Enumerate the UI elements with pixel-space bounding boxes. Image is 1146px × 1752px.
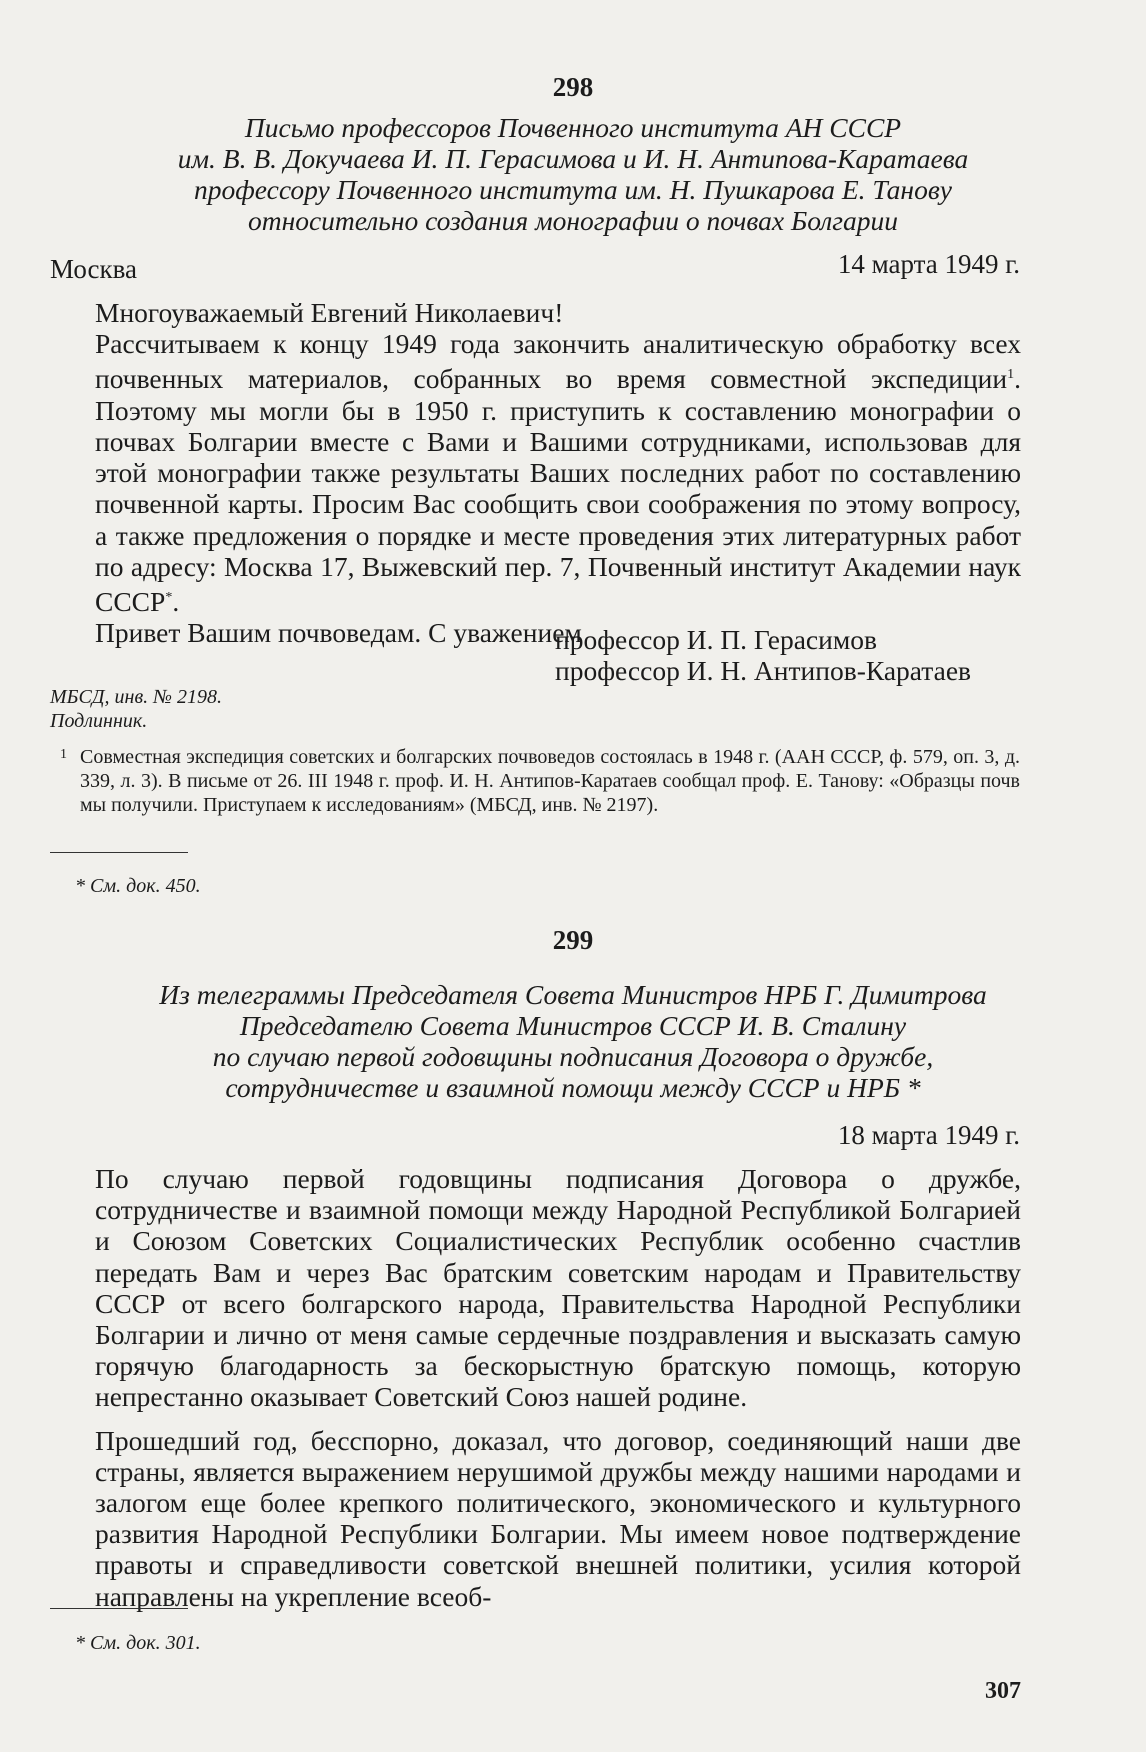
telegram-paragraph: Прошедший год, бесспорно, доказал, что договор, соединяющий наши две страны, является выражением нерушимой дружбы между нашими народами и залогом еще более крепкого политического, экономического и культурного развития Народной Республики Болгарии. Мы имеем новое подтверждение правоты и справедливости советской внешней политики, усилия которой направлены на укрепление всеоб- [95,1424,1021,1612]
signature-antipov: профессор И. Н. Антипов-Каратаев [555,655,972,686]
document-heading-299 [0,979,1146,1103]
heading-line: профессору Почвенного института им. Н. Пушкарова Е. Танову [194,174,952,205]
page-number: 307 [985,1678,1021,1704]
heading-line: по случаю первой годовщины подписания Договора о дружбе, [212,1041,934,1072]
salutation: Многоуважаемый Евгений Николаевич! [95,297,564,328]
heading-line: Председателю Совета Министров СССР И. В. Сталину [239,1010,907,1041]
footnote-rule [50,852,188,853]
original-note: Подлинник. [50,710,148,732]
star-note-299: * См. док. 301. [75,1632,201,1654]
telegram-paragraph: По случаю первой годовщины подписания Договора о дружбе, сотрудничестве и взаимной помощи между Народной Республикой Болгарией и Союзом Советских Социалистических Республик особенно счастлив передать Вам и через Вас братским советским народам и Правительству СССР от всего болгарского народа, Правительства Народной Республики Болгарии и лично от меня самые сердечные поздравления и высказать самую горячую благодарность за бескорыстную братскую помощь, которую непрестанно оказывает Советский Союз нашей родине. [95,1163,1021,1413]
footnote-rule [50,1608,188,1609]
document-number-298: 298 [552,72,594,102]
archive-reference: МБСД, инв. № 2198. [50,686,222,708]
letter-paragraph: Рассчитываем к концу 1949 года закончить аналитическую обработку всех почвенных материалов, собранных во время совместной экспедиции$^1$. Поэтому мы могли бы в 1950 г. приступить к составлению монографии о почвах Болгарии вместе с Вами и Вашими сотрудниками, использовав для этой монографии также результаты Ваших последних работ по составлению почвенной карты. Просим Вас сообщить свои соображения по этому вопросу, а также предложения о порядке и месте проведения этих литературных работ по адресу: Москва 17, Выжевский пер. 7, Почвенный институт Академии наук СССР*. [95,328,1021,618]
signature-block [555,624,971,686]
letter-place: Москва [50,254,137,284]
telegram-body [95,1163,1021,1612]
signature-gerasimov: профессор И. П. Герасимов [555,624,877,655]
heading-line: Из телеграммы Председателя Совета Министров НРБ Г. Димитрова [159,979,987,1010]
telegram-date: 18 марта 1949 г. [837,1120,1020,1150]
letter-date: 14 марта 1949 г. [837,249,1020,279]
document-heading-298 [0,112,1146,236]
document-number-299: 299 [552,925,594,955]
letter-body-298 [95,297,1021,649]
heading-line: сотрудничестве и взаимной помощи между СССР и НРБ * [225,1072,921,1103]
heading-line: относительно создания монографии о почвах Болгарии [247,205,899,236]
letter-closing: Привет Вашим почвоведам. С уважением [95,617,582,649]
heading-line: им. В. В. Докучаева И. П. Герасимова и И. Н. Антипова-Каратаева [177,143,969,174]
footnote-1: 1 Совместная экспедиция советских и болгарских почвоведов состоялась в 1948 г. (ААН СССР, ф. 579, оп. 3, д. 339, л. 3). В письме от 26. III 1948 г. проф. И. Н. Антипов-Каратаев сообщал проф. Е. Танову: «Образцы почв мы получили. Приступаем к исследованиям» (МБСД, инв. № 2197). [60,746,1020,816]
star-note-298: * См. док. 450. [75,875,201,897]
heading-line: Письмо профессоров Почвенного института АН СССР [244,112,902,143]
